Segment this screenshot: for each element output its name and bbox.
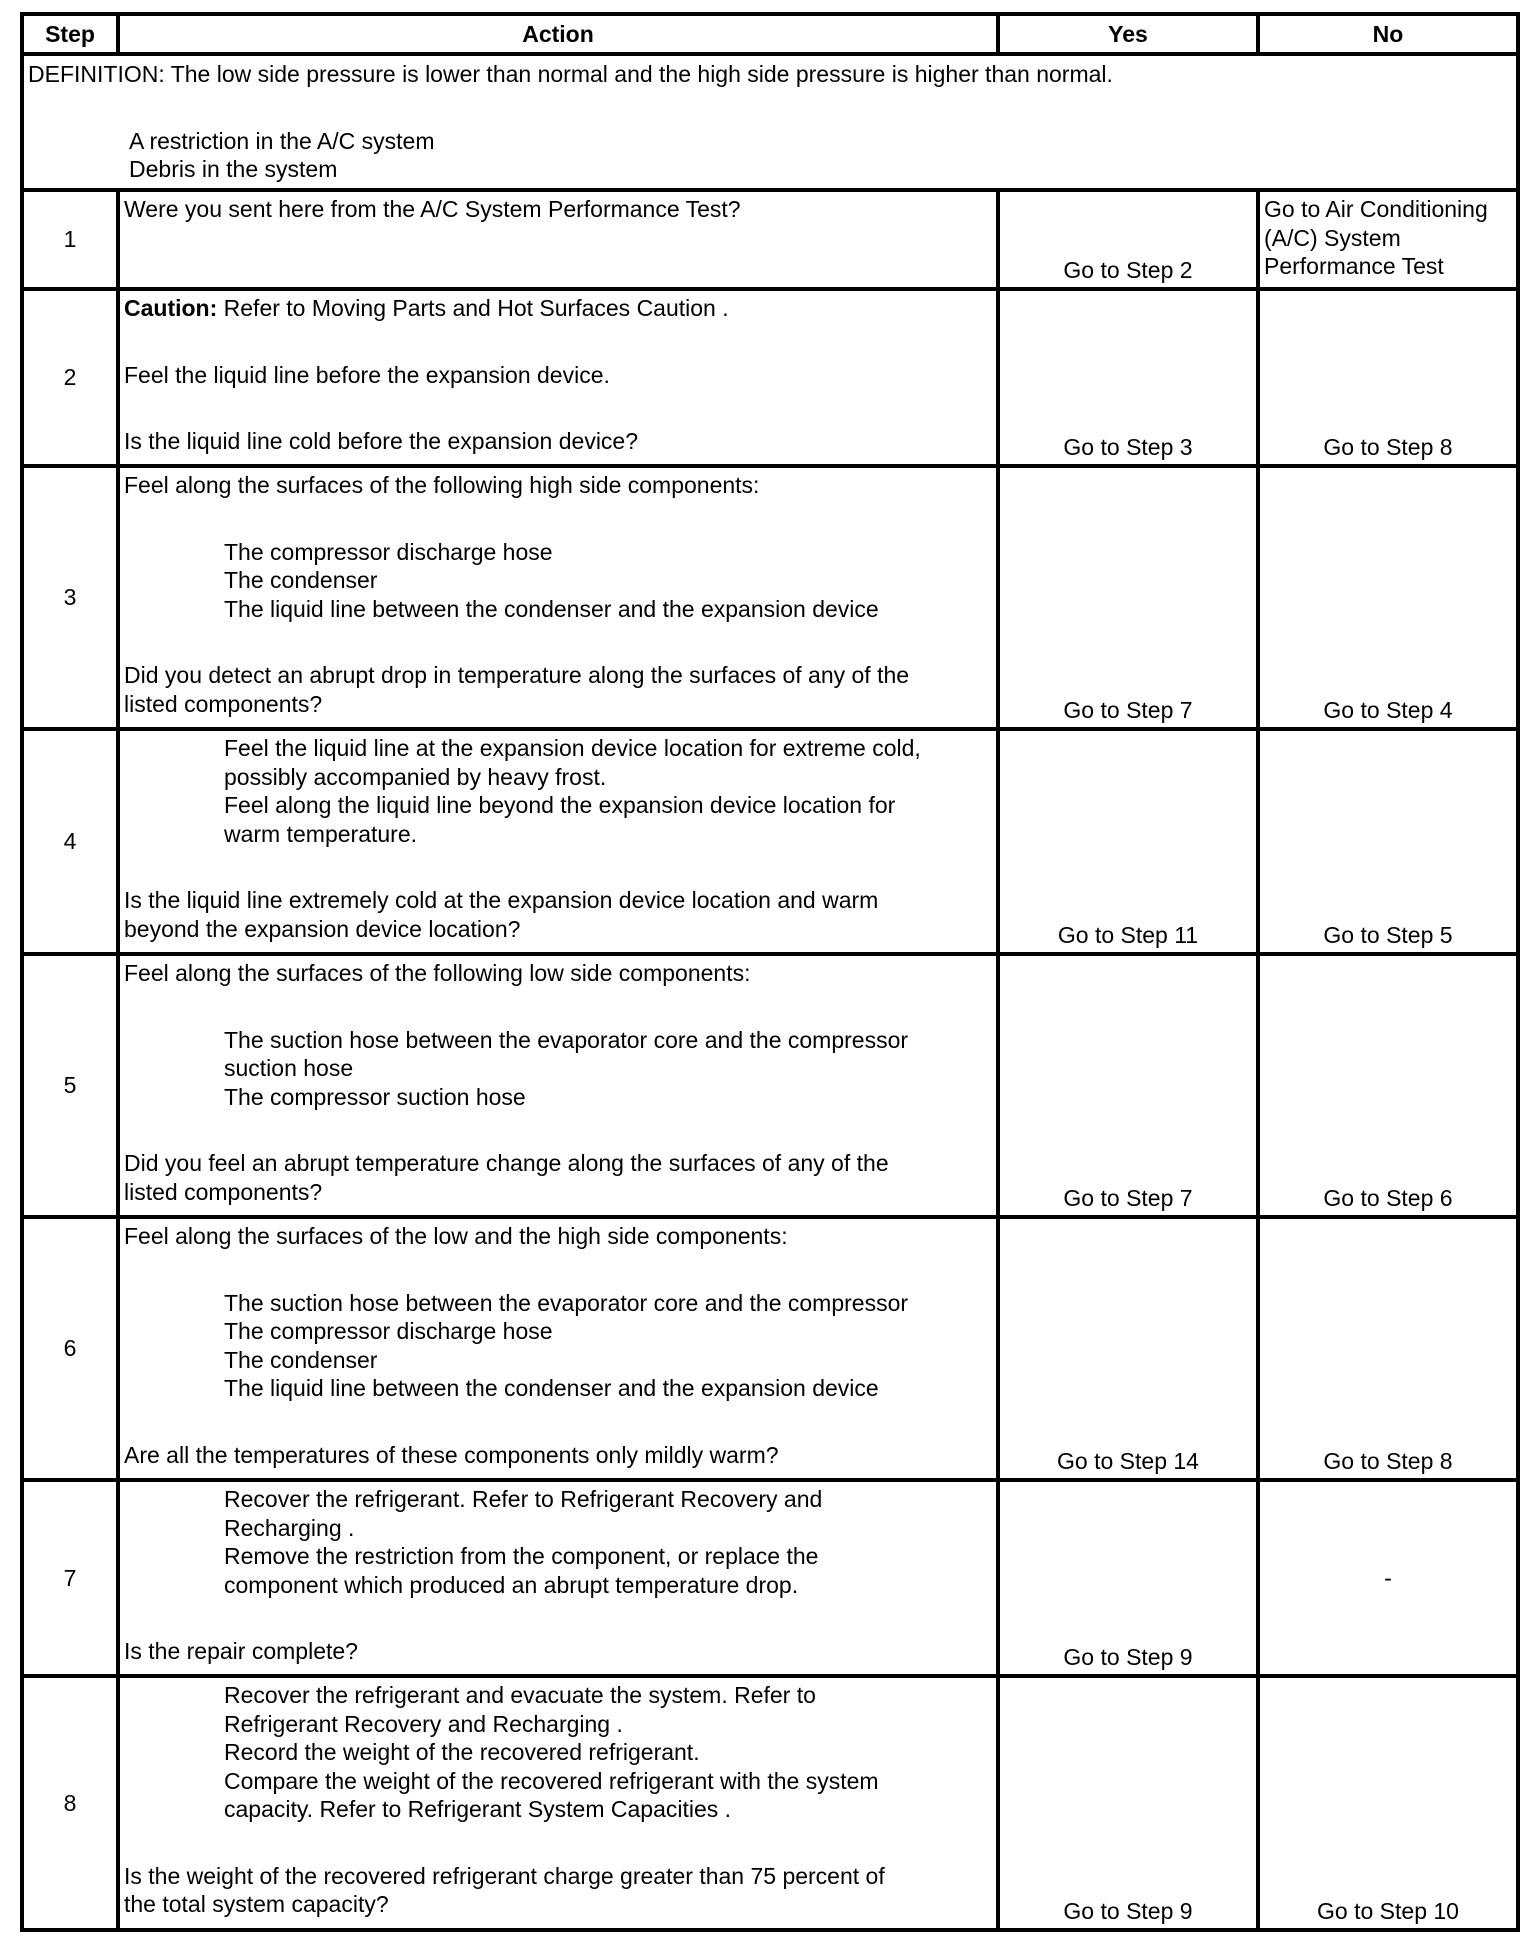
list-item: Refrigerant Recovery and Recharging . xyxy=(224,1710,623,1737)
list-item: Record the weight of the recovered refrigerant. xyxy=(224,1739,700,1765)
action-cell xyxy=(118,466,998,729)
step-question: Are all the temperatures of these components only mildly warm? xyxy=(124,1441,779,1468)
step-question: listed components? xyxy=(124,690,323,717)
table-row xyxy=(22,289,1518,466)
header-step: Step xyxy=(22,14,118,54)
step-question: Is the liquid line cold before the expansion device? xyxy=(124,428,639,454)
no-result[interactable]: Go to Step 6 xyxy=(1258,954,1518,1217)
yes-result[interactable]: Go to Step 14 xyxy=(998,1217,1258,1480)
definition-item: Debris in the system xyxy=(129,156,338,182)
action-cell xyxy=(118,729,998,954)
no-result[interactable]: Go to Step 8 xyxy=(1258,289,1518,466)
definition-item: A restriction in the A/C system xyxy=(129,127,435,154)
table-row xyxy=(22,466,1518,729)
list-item: Recover the refrigerant. Refer to Refrigerant Recovery and xyxy=(224,1486,823,1512)
header-action: Action xyxy=(118,14,998,54)
instruction-list xyxy=(124,1681,992,1824)
list-item: Feel the liquid line at the expansion device location for extreme cold, xyxy=(224,735,921,761)
yes-result[interactable]: Go to Step 7 xyxy=(998,954,1258,1217)
list-item: The liquid line between the condenser and the expansion device xyxy=(224,1375,879,1401)
yes-result[interactable]: Go to Step 9 xyxy=(998,1676,1258,1930)
no-result[interactable]: Go to Step 5 xyxy=(1258,729,1518,954)
list-item: The liquid line between the condenser and the expansion device xyxy=(224,595,879,622)
list-item: The condenser xyxy=(224,1346,378,1373)
diagnostic-table xyxy=(20,12,1520,1932)
step-intro: Feel along the surfaces of the following high side components: xyxy=(124,472,760,498)
step-question: Did you feel an abrupt temperature change along the surfaces of any of the xyxy=(124,1150,889,1176)
step-number: 7 xyxy=(22,1480,118,1676)
yes-result[interactable]: Go to Step 11 xyxy=(998,729,1258,954)
diagnostic-page xyxy=(20,12,1516,1932)
step-question: Is the repair complete? xyxy=(124,1638,358,1664)
step-question: Is the weight of the recovered refrigerant charge greater than 75 percent of xyxy=(124,1862,885,1889)
step-number: 3 xyxy=(22,466,118,729)
step-number: 5 xyxy=(22,954,118,1217)
list-item: component which produced an abrupt temperature drop. xyxy=(224,1571,799,1598)
no-result[interactable]: Go to Step 8 xyxy=(1258,1217,1518,1480)
list-item: The suction hose between the evaporator core and the compressor xyxy=(224,1026,909,1053)
table-row xyxy=(22,1676,1518,1930)
action-cell xyxy=(118,190,998,289)
definition-list xyxy=(28,127,1512,184)
no-result[interactable]: Go to Step 4 xyxy=(1258,466,1518,729)
action-cell xyxy=(118,289,998,466)
action-cell xyxy=(118,1480,998,1676)
step-number: 6 xyxy=(22,1217,118,1480)
header-row xyxy=(22,14,1518,54)
instruction-list xyxy=(124,1485,992,1599)
component-list xyxy=(124,538,992,624)
no-result: - xyxy=(1258,1480,1518,1676)
table-row xyxy=(22,1217,1518,1480)
table-row xyxy=(22,954,1518,1217)
no-result[interactable]: Go to Step 10 xyxy=(1258,1676,1518,1930)
definition-text: DEFINITION: The low side pressure is lower than normal and the high side pressure is higher than normal. xyxy=(28,61,1113,87)
table-row xyxy=(22,190,1518,289)
list-item: possibly accompanied by heavy frost. xyxy=(224,763,607,790)
caution-note xyxy=(124,294,992,323)
component-list xyxy=(124,1026,992,1112)
action-cell xyxy=(118,954,998,1217)
yes-result[interactable]: Go to Step 7 xyxy=(998,466,1258,729)
step-number: 2 xyxy=(22,289,118,466)
step-intro: Feel along the surfaces of the low and the high side components: xyxy=(124,1223,788,1249)
table-row xyxy=(22,729,1518,954)
step-question: the total system capacity? xyxy=(124,1891,389,1917)
yes-result[interactable]: Go to Step 2 xyxy=(998,190,1258,289)
list-item: Remove the restriction from the component, or replace the xyxy=(224,1543,819,1569)
step-number: 4 xyxy=(22,729,118,954)
step-question: Did you detect an abrupt drop in temperature along the surfaces of any of the xyxy=(124,662,910,688)
instruction-list xyxy=(124,734,992,848)
step-question: Is the liquid line extremely cold at the expansion device location and warm xyxy=(124,887,879,913)
step-question: listed components? xyxy=(124,1178,323,1205)
no-result-line: Performance Test xyxy=(1264,253,1444,279)
component-list xyxy=(124,1289,992,1403)
yes-result[interactable]: Go to Step 9 xyxy=(998,1480,1258,1676)
list-item: The compressor discharge hose xyxy=(224,538,553,565)
no-result[interactable] xyxy=(1258,190,1518,289)
definition-row xyxy=(22,54,1518,190)
header-yes: Yes xyxy=(998,14,1258,54)
step-intro: Feel along the surfaces of the following low side components: xyxy=(124,960,751,986)
list-item: Compare the weight of the recovered refrigerant with the system xyxy=(224,1767,879,1794)
step-instruction: Feel the liquid line before the expansion device. xyxy=(124,361,610,388)
list-item: Feel along the liquid line beyond the expansion device location for xyxy=(224,792,896,818)
action-cell xyxy=(118,1217,998,1480)
step-question: beyond the expansion device location? xyxy=(124,915,521,942)
step-question: Were you sent here from the A/C System Performance Test? xyxy=(124,196,741,222)
definition-cell xyxy=(22,54,1518,190)
list-item: capacity. Refer to Refrigerant System Capacities . xyxy=(224,1796,732,1822)
list-item: The compressor suction hose xyxy=(224,1083,526,1110)
caution-label: Caution: xyxy=(124,295,218,321)
step-number: 8 xyxy=(22,1676,118,1930)
caution-text[interactable]: Refer to Moving Parts and Hot Surfaces Caution . xyxy=(217,295,729,321)
step-number: 1 xyxy=(22,190,118,289)
list-item: The compressor discharge hose xyxy=(224,1318,553,1344)
list-item: The condenser xyxy=(224,567,378,593)
list-item: Recover the refrigerant and evacuate the system. Refer to xyxy=(224,1682,816,1708)
table-row xyxy=(22,1480,1518,1676)
action-cell xyxy=(118,1676,998,1930)
list-item: warm temperature. xyxy=(224,820,418,847)
no-result-line: Go to Air Conditioning xyxy=(1264,196,1488,222)
header-no: No xyxy=(1258,14,1518,54)
list-item: Recharging . xyxy=(224,1514,355,1541)
yes-result[interactable]: Go to Step 3 xyxy=(998,289,1258,466)
list-item: The suction hose between the evaporator core and the compressor xyxy=(224,1289,909,1316)
list-item: suction hose xyxy=(224,1055,354,1081)
no-result-line: (A/C) System xyxy=(1264,224,1401,251)
